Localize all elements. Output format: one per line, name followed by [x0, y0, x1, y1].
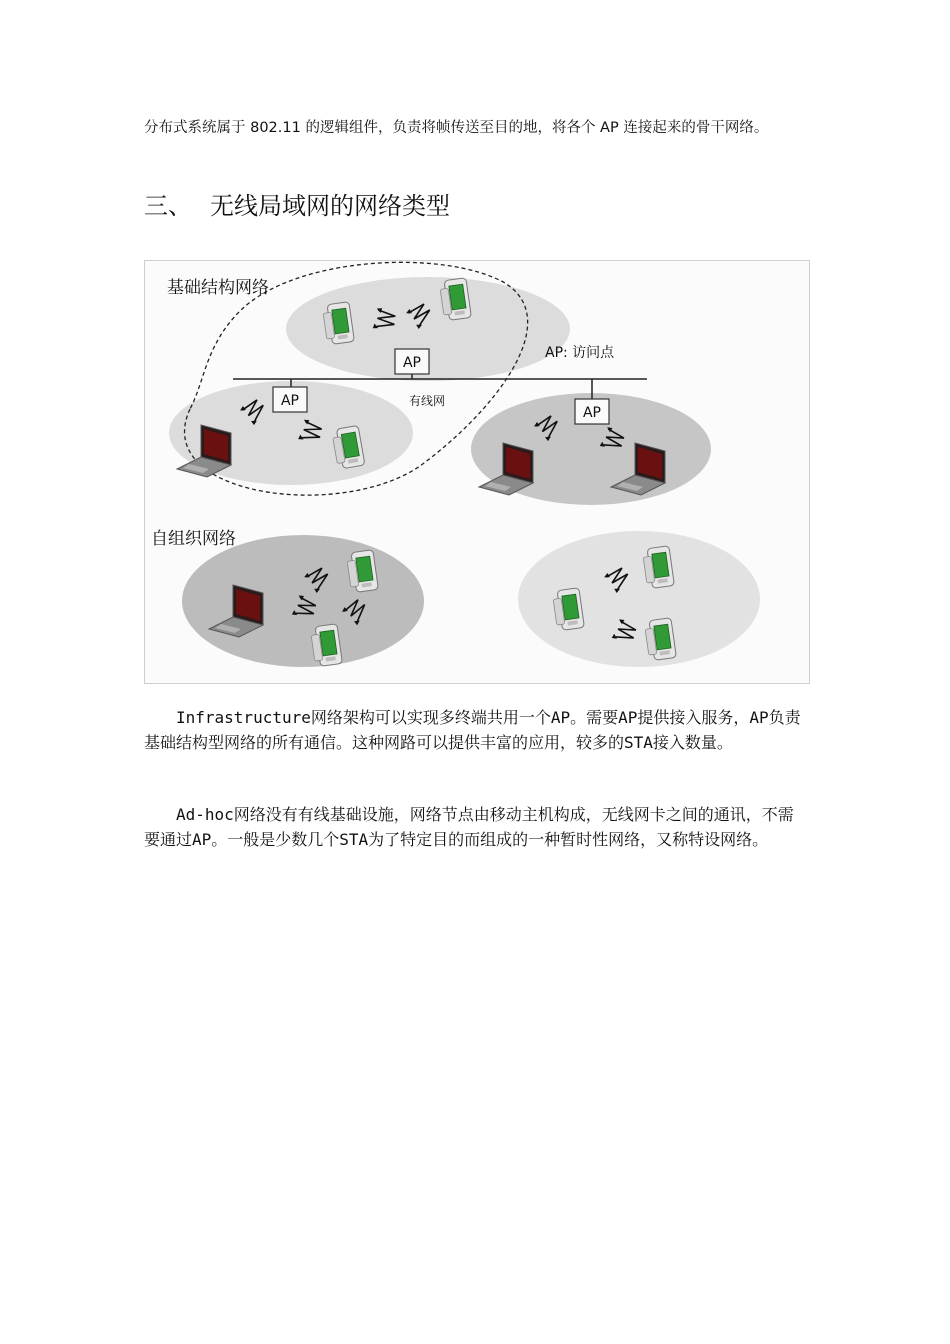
infra-network-label: 基础结构网络 [167, 278, 269, 298]
section-number: 三、 [144, 192, 192, 220]
ap-legend: AP: 访问点 [545, 345, 615, 361]
adhoc-network-label: 自组织网络 [151, 529, 236, 549]
adhoc-paragraph: Ad-hoc网络没有有线基础设施，网络节点由移动主机构成，无线网卡之间的通讯，不需要通过AP。一般是少数几个STA为了特定目的而组成的一种暂时性网络，又称特设网络。 [144, 805, 794, 849]
section-heading [144, 190, 450, 222]
ap-box-label: AP [402, 355, 422, 371]
network-types-figure [144, 260, 810, 684]
ap-box-label: AP [280, 393, 300, 409]
intro-paragraph: 分布式系统属于 802.11 的逻辑组件，负责将帧传送至目的地，将各个 AP 连接起来的骨干网络。 [144, 120, 769, 136]
section-title: 无线局域网的网络类型 [210, 192, 450, 220]
wired-network-label: 有线网 [409, 394, 446, 408]
infrastructure-paragraph: Infrastructure网络架构可以实现多终端共用一个AP。需要AP提供接入服务，AP负责基础结构型网络的所有通信。这种网路可以提供丰富的应用，较多的STA接入数量。 [144, 708, 801, 752]
ap-box-label: AP [582, 405, 602, 421]
adhoc-cell-left [182, 535, 424, 667]
